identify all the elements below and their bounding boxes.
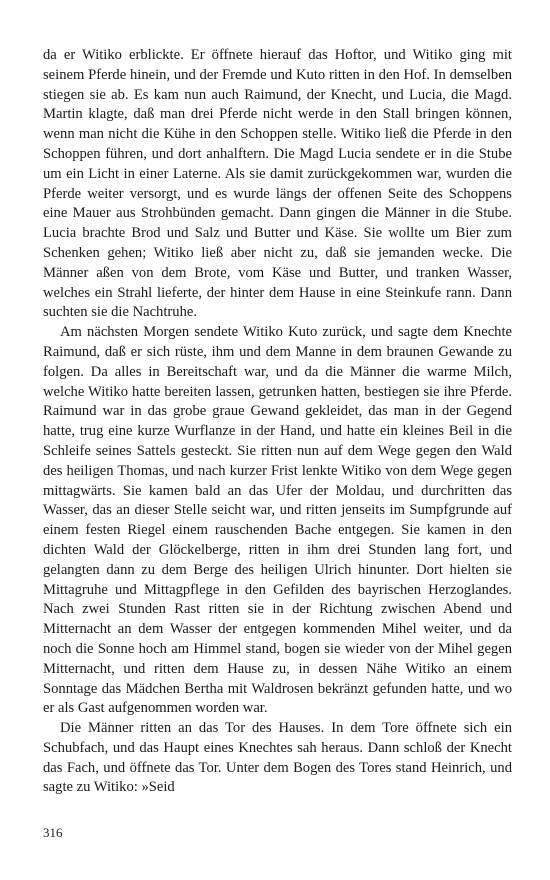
page-body bbox=[43, 46, 512, 798]
page-number: 316 bbox=[43, 825, 63, 840]
paragraph-1: da er Witiko erblickte. Er öffnete hierauf das Hoftor, und Witiko ging mit seinem Pferde hinein, und der Fremde und Kuto ritten in den Hof. In demselben stiegen sie ab. Es kam nun auch Raimund, der Knecht, und Lucia, die Magd. Martin klagte, daß man drei Pferde nicht werde in den Stall bringen können, wenn man nicht die Kühe in den Schoppen stelle. Witiko ließ die Pferde in den Schoppen führen, und dort anhalftern. Die Magd Lucia sendete er in die Stube um ein Licht in einer Laterne. Als sie damit zurückgekommen war, wurden die Pferde weiter versorgt, und es wurde längs der offenen Seite des Schoppens eine Mauer aus Strohbünden gemacht. Dann gingen die Männer in die Stube. Lucia brachte Brod und Salz und Butter und Käse. Sie wollte um Bier zum Schenken gehen; Witiko ließ aber nicht zu, daß sie jemanden wecke. Die Männer aßen von dem Brote, vom Käse und Butter, und tranken Wasser, welches ein Strahl lieferte, der hinter dem Hause in eine Steinkufe rann. Dann suchten sie die Nachtruhe. bbox=[43, 47, 512, 321]
paragraph-3: Die Männer ritten an das Tor des Hauses. In dem Tore öffnete sich ein Schubfach, und das Haupt eines Knechtes sah heraus. Dann schloß der Knecht das Fach, und öffnete das Tor. Unter dem Bogen des Tores stand Heinrich, und sagte zu Witiko: »Seid bbox=[43, 720, 512, 796]
paragraph-2: Am nächsten Morgen sendete Witiko Kuto zurück, und sagte dem Knechte Raimund, daß er sich rüste, ihm und dem Manne in dem braunen Gewande zu folgen. Da alles in Bereitschaft war, und da die Männer die warme Milch, welche Witiko hatte bereiten lassen, getrunken hatten, bestiegen sie ihre Pferde. Raimund war in das grobe graue Gewand gekleidet, das man in der Gegend hatte, trug eine kurze Wurflanze in der Hand, und hatte ein kleines Beil in die Schleife seines Sattels gesteckt. Sie ritten nun auf dem Wege gegen den Wald des heiligen Thomas, und nach kurzer Frist lenkte Witiko von dem Wege gegen mittagwärts. Sie kamen bald an das Ufer der Moldau, und durchritten das Wasser, das an dieser Stelle seicht war, und ritten jenseits im Sumpfgrunde auf einem festen Riegel einem rauschenden Bache entgegen. Sie kamen in den dichten Wald der Glöckelberge, ritten in ihm drei Stunden lang fort, und gelangten dann zu dem Berge des heiligen Ulrich hinunter. Dort hielten sie Mittagruhe und Mittagpflege in den Gefilden des bayrischen Herzoglandes. Nach zwei Stunden Rast ritten sie in der Richtung zwischen Abend und Mitternacht an dem Wasser der entgegen kommenden Mihel weiter, und da noch die Sonne hoch am Himmel stand, bogen sie wieder von der Mihel gegen Mitternacht, und ritten dem Hause zu, in dessen Nähe Witiko an einem Sonntage das Mädchen Bertha mit Waldrosen bekränzt gefunden hatte, und wo er als Gast aufgenommen worden war. bbox=[43, 324, 512, 717]
